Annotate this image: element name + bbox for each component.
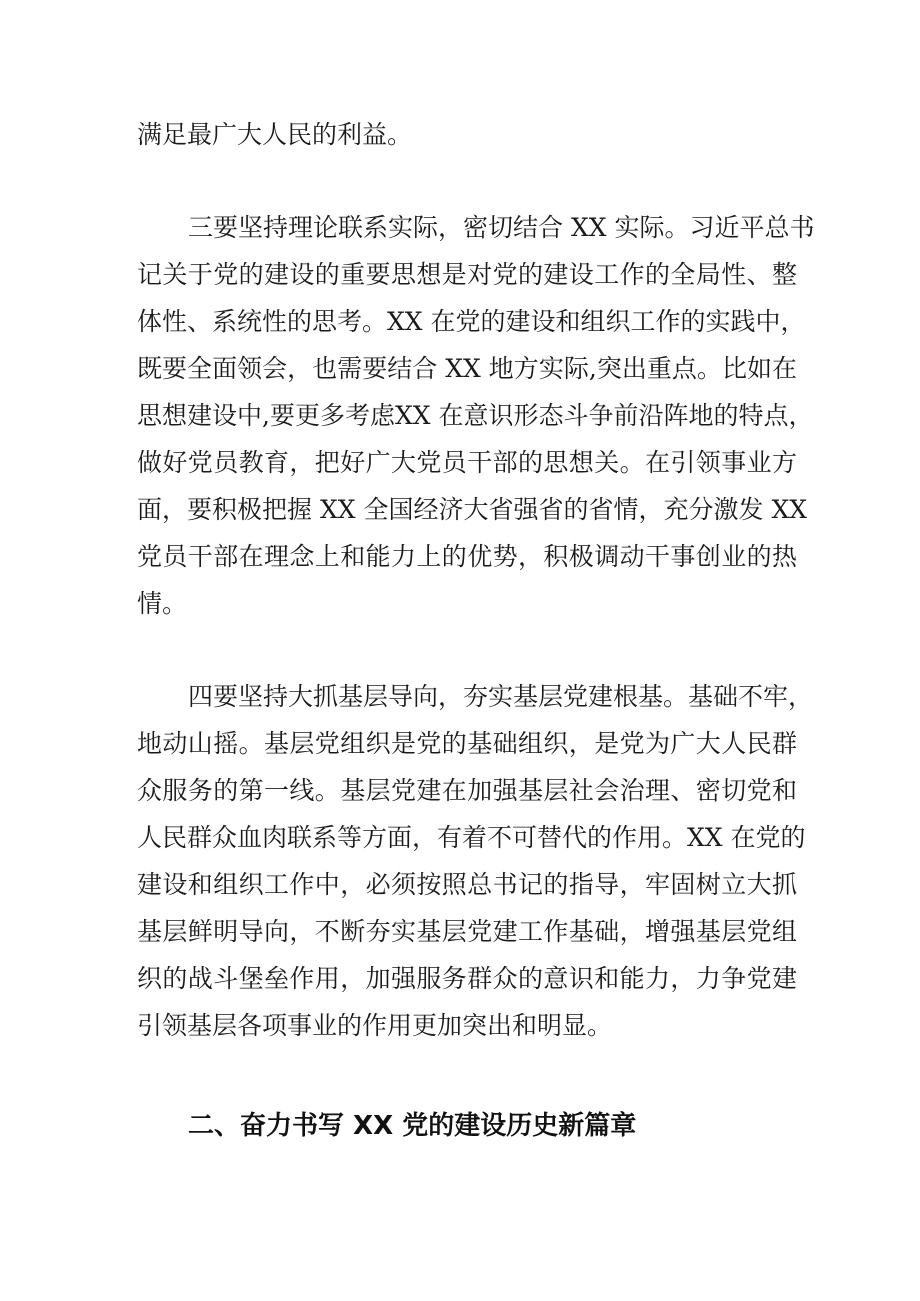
section-heading: 二、奋力书写 XX 党的建设历史新篇章 <box>188 1111 637 1141</box>
paragraph-line: 记关于党的建设的重要思想是对党的建设工作的全局性、整 <box>137 260 797 289</box>
paragraph-line: 四要坚持大抓基层导向，夯实基层党建根基。基础不牢， <box>188 682 814 711</box>
paragraph-line: 织的战斗堡垒作用，加强服务群众的意识和能力，力争党建 <box>137 964 797 993</box>
paragraph-line: 建设和组织工作中，必须按照总书记的指导，牢固树立大抓 <box>137 870 797 899</box>
paragraph-fragment: 满足最广大人民的利益。 <box>137 120 413 149</box>
paragraph-line: 基层鲜明导向，不断夯实基层党建工作基础，增强基层党组 <box>137 917 797 946</box>
paragraph-line: 党员干部在理念上和能力上的优势，积极调动干事创业的热 <box>137 542 797 571</box>
paragraph-line: 情。 <box>137 589 188 618</box>
paragraph-line: 地动山摇。基层党组织是党的基础组织，是党为广大人民群 <box>137 729 797 758</box>
paragraph-line: 众服务的第一线。基层党建在加强基层社会治理、密切党和 <box>137 776 797 805</box>
paragraph-line: 思想建设中,要更多考虑XX 在意识形态斗争前沿阵地的特点， <box>137 401 814 430</box>
paragraph-line: 面，要积极把握 XX 全国经济大省强省的省情，充分激发 XX <box>137 495 808 524</box>
paragraph-line: 做好党员教育，把好广大党员干部的思想关。在引领事业方 <box>137 448 797 477</box>
paragraph-line: 引领基层各项事业的作用更加突出和明显。 <box>137 1011 613 1040</box>
paragraph-line: 体性、系统性的思考。XX 在党的建设和组织工作的实践中， <box>137 307 806 336</box>
paragraph-line: 三要坚持理论联系实际，密切结合 XX 实际。习近平总书 <box>188 213 815 242</box>
paragraph-line: 人民群众血肉联系等方面，有着不可替代的作用。XX 在党的 <box>137 823 806 852</box>
paragraph-line: 既要全面领会，也需要结合 XX 地方实际,突出重点。比如在 <box>137 354 797 383</box>
